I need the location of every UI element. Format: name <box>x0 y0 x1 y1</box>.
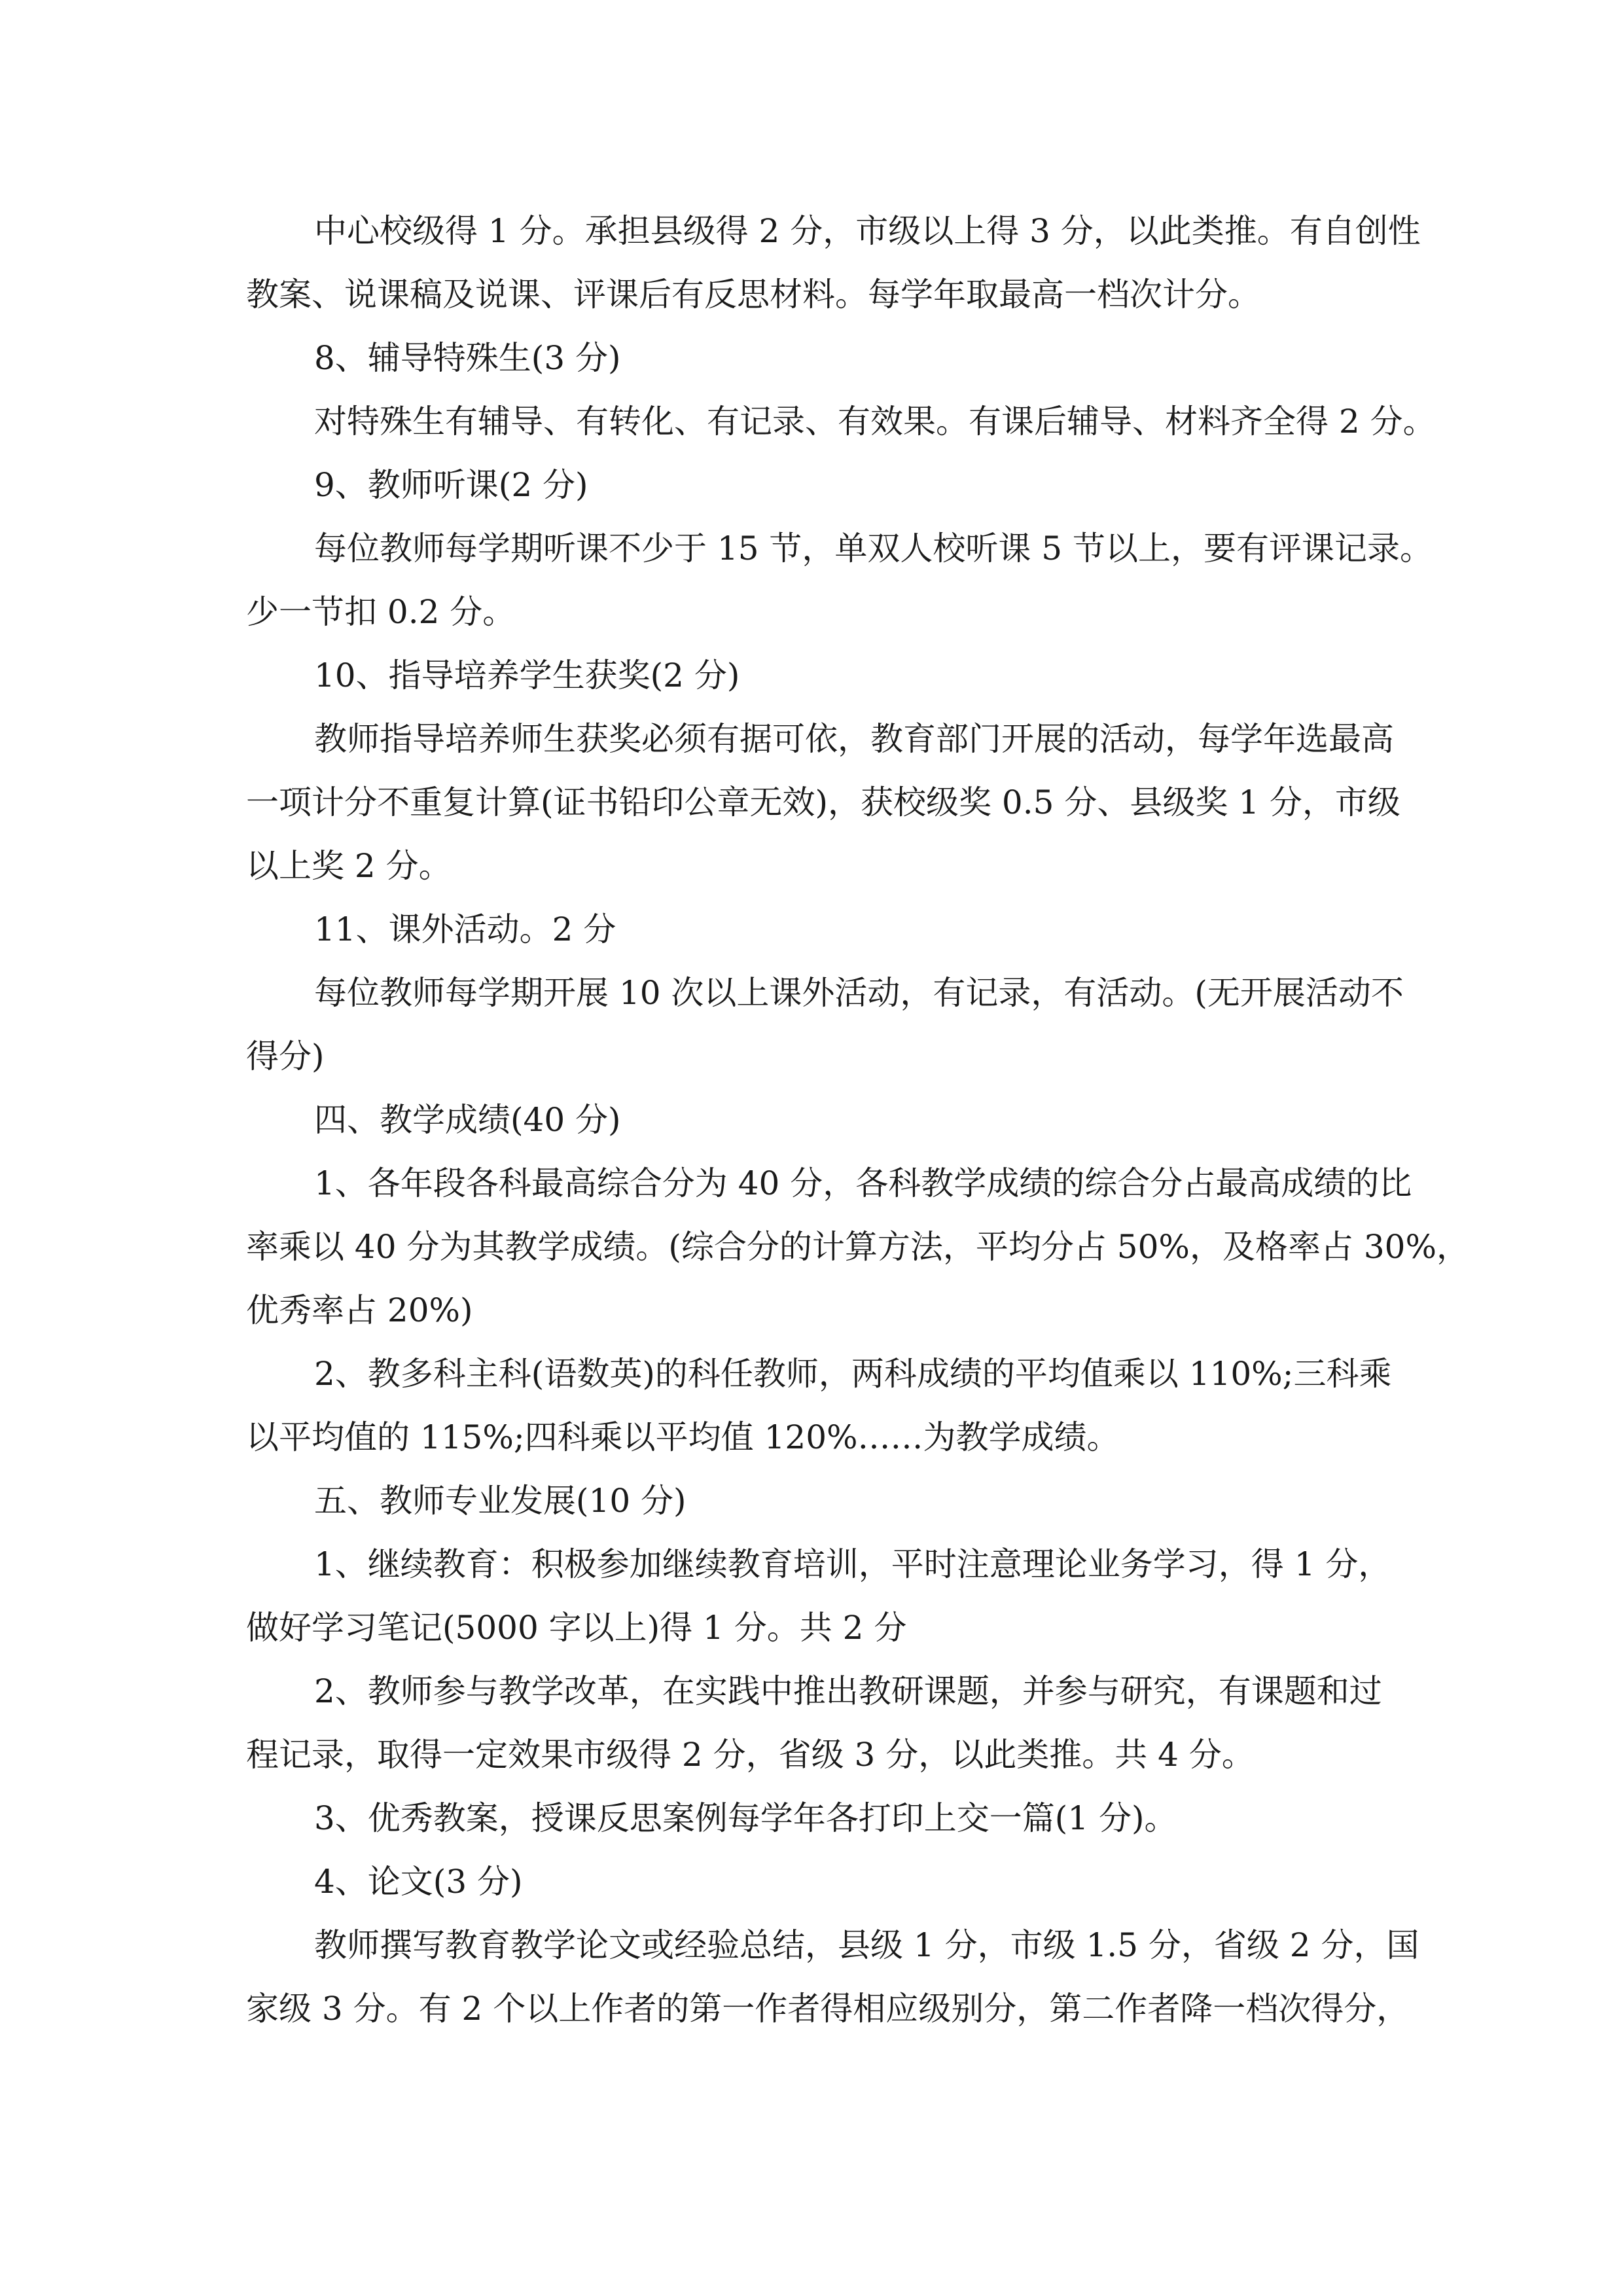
section-heading <box>246 1850 1385 1914</box>
text-line: 家级 3 分。有 2 个以上作者的第一作者得相应级别分，第二作者降一档次得分， <box>246 1990 1410 2028</box>
text-line: 对特殊生有辅导、有转化、有记录、有效果。有课后辅导、材料齐全得 2 分。 <box>314 403 1436 440</box>
text-line: 2、教多科主科(语数英)的科任教师，两科成绩的平均值乘以 110%;三科乘 <box>314 1355 1392 1393</box>
text-line: 每位教师每学期开展 10 次以上课外活动，有记录，有活动。(无开展活动不 <box>314 974 1404 1012</box>
text-line: 得分) <box>246 1037 325 1075</box>
text-line: 10、指导培养学生获奖(2 分) <box>314 656 740 694</box>
text-line: 4、论文(3 分) <box>314 1863 523 1901</box>
paragraph <box>246 1787 1385 1850</box>
text-line: 五、教师专业发展(10 分) <box>314 1482 687 1520</box>
text-line: 9、教师听课(2 分) <box>314 466 588 504</box>
text-line: 以上奖 2 分。 <box>246 847 452 885</box>
section-heading <box>246 898 1385 961</box>
section-heading <box>246 1088 1385 1152</box>
paragraph <box>246 1342 1392 1469</box>
text-line: 1、继续教育：积极参加继续教育培训，平时注意理论业务学习，得 1 分， <box>314 1545 1391 1583</box>
text-line: 一项计分不重复计算(证书铅印公章无效)，获校级奖 0.5 分、县级奖 1 分，市级 <box>246 783 1400 821</box>
text-line: 率乘以 40 分为其教学成绩。(综合分的计算方法，平均分占 50%，及格率占 30%， <box>246 1228 1469 1266</box>
paragraph <box>246 961 1404 1088</box>
text-line: 每位教师每学期听课不少于 15 节，单双人校听课 5 节以上，要有评课记录。 <box>314 529 1433 567</box>
paragraph <box>246 1914 1419 2041</box>
paragraph <box>246 390 1436 454</box>
text-line: 11、课外活动。2 分 <box>314 910 616 948</box>
paragraph <box>246 1660 1385 1787</box>
paragraph-continuation <box>246 200 1421 327</box>
text-line: 少一节扣 0.2 分。 <box>246 593 516 631</box>
text-line: 做好学习笔记(5000 字以上)得 1 分。共 2 分 <box>246 1609 907 1647</box>
text-line: 教案、说课稿及说课、评课后有反思材料。每学年取最高一档次计分。 <box>246 276 1260 314</box>
text-line: 四、教学成绩(40 分) <box>314 1101 621 1139</box>
text-line: 中心校级得 1 分。承担县级得 2 分，市级以上得 3 分，以此类推。有自创性 <box>314 212 1421 250</box>
paragraph <box>246 1152 1469 1342</box>
text-line: 2、教师参与教学改革，在实践中推出教研课题，并参与研究，有课题和过 <box>314 1672 1382 1710</box>
text-line: 教师撰写教育教学论文或经验总结，县级 1 分，市级 1.5 分，省级 2 分，国 <box>314 1926 1419 1964</box>
text-line: 1、各年段各科最高综合分为 40 分，各科教学成绩的综合分占最高成绩的比 <box>314 1164 1412 1202</box>
paragraph <box>246 708 1400 898</box>
text-line: 程记录，取得一定效果市级得 2 分，省级 3 分，以此类推。共 4 分。 <box>246 1736 1255 1774</box>
text-line: 优秀率占 20%) <box>246 1291 473 1329</box>
paragraph <box>246 517 1433 644</box>
text-line: 3、优秀教案，授课反思案例每学年各打印上交一篇(1 分)。 <box>314 1799 1177 1837</box>
section-heading <box>246 644 1385 708</box>
document-body <box>246 200 1469 2041</box>
section-heading <box>246 327 1385 390</box>
paragraph <box>246 1533 1391 1660</box>
text-line: 以平均值的 115%;四科乘以平均值 120%……为教学成绩。 <box>246 1418 1120 1456</box>
section-heading <box>246 454 1385 517</box>
section-heading <box>246 1469 1385 1533</box>
text-line: 教师指导培养师生获奖必须有据可依，教育部门开展的活动，每学年选最高 <box>314 720 1394 758</box>
text-line: 8、辅导特殊生(3 分) <box>314 339 621 377</box>
